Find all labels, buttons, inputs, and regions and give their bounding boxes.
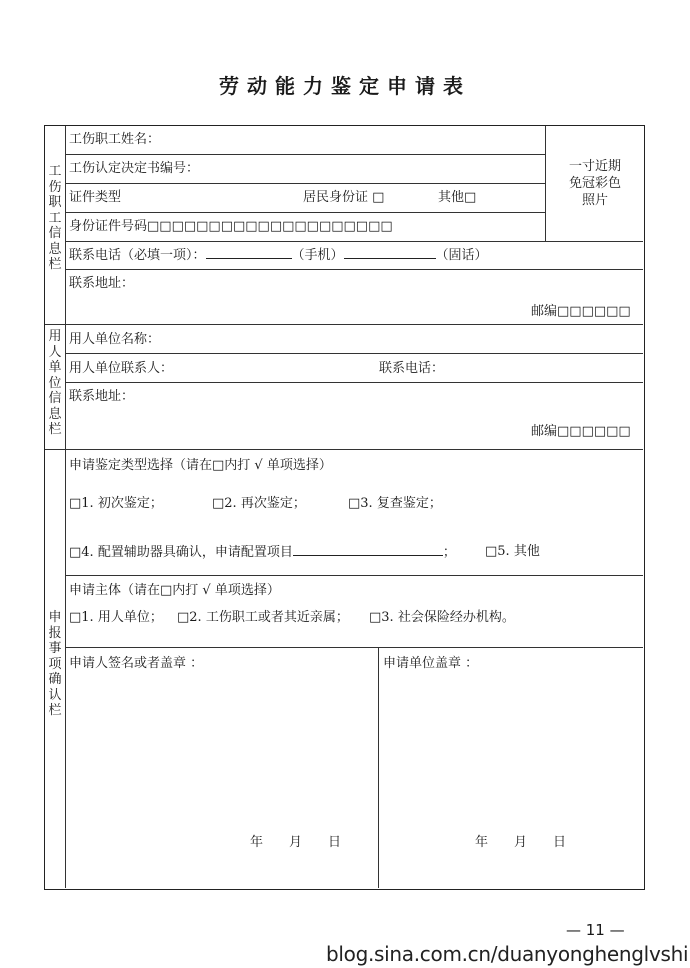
watermark: blog.sina.com.cn/duanyonghenglvshi	[326, 942, 689, 966]
form-frame	[44, 125, 645, 890]
assistive-device-row	[69, 544, 456, 561]
application-section-label: 申报事项确认栏	[48, 610, 62, 718]
assistive-device-checkbox[interactable]: □4. 配置辅助器具确认，申请配置项目	[69, 545, 293, 560]
worker-address-label: 联系地址：	[69, 276, 135, 291]
applicant-social-insurance-checkbox[interactable]: □3. 社会保险经办机构。	[369, 610, 515, 625]
other-type-checkbox[interactable]: □5. 其他	[485, 544, 540, 559]
phone-row	[69, 247, 488, 264]
second-assessment-checkbox[interactable]: □2. 再次鉴定；	[212, 496, 306, 511]
employer-address-label: 联系地址：	[69, 389, 135, 404]
employer-phone-label: 联系电话：	[379, 361, 445, 376]
row-line	[65, 269, 643, 270]
applicant-worker-checkbox[interactable]: □2. 工伤职工或者其近亲属；	[177, 610, 349, 625]
photo-box-divider	[545, 126, 546, 241]
form-title: 劳动能力鉴定申请表	[219, 74, 471, 98]
employer-section-label: 用人单位信息栏	[48, 329, 62, 437]
photo-text-line: 照片	[581, 193, 608, 208]
applicant-employer-checkbox[interactable]: □1. 用人单位；	[69, 610, 163, 625]
unit-seal-label: 申请单位盖章 ：	[383, 656, 479, 671]
applicant-date: 年 月 日	[250, 835, 342, 850]
mobile-input-line[interactable]	[206, 247, 292, 259]
photo-placeholder	[553, 158, 637, 209]
employer-contact-label: 用人单位联系人：	[69, 361, 174, 376]
row-line	[65, 647, 643, 648]
employer-postcode-field[interactable]: 邮编□□□□□□	[531, 424, 631, 439]
section-line	[45, 324, 643, 325]
mobile-label: （手机）	[291, 248, 344, 263]
option4-suffix: ；	[442, 545, 456, 560]
row-line	[65, 382, 643, 383]
row-line	[65, 183, 545, 184]
row-line	[65, 241, 643, 242]
worker-postcode-field[interactable]: 邮编□□□□□□	[531, 304, 631, 319]
applicant-heading: 申请主体（请在□内打 √ 单项选择）	[69, 583, 280, 598]
signature-divider	[378, 647, 379, 888]
row-line	[65, 212, 545, 213]
row-line	[65, 575, 643, 576]
unit-date: 年 月 日	[475, 835, 567, 850]
photo-text-line: 免冠彩色	[568, 176, 621, 191]
applicant-signature-label: 申请人签名或者盖章 ：	[69, 656, 204, 671]
row-line	[65, 154, 545, 155]
id-card-checkbox[interactable]: 居民身份证 □	[303, 190, 385, 205]
worker-name-label: 工伤职工姓名：	[69, 132, 161, 147]
photo-text-line: 一寸近期	[568, 159, 621, 174]
employer-name-label: 用人单位名称：	[69, 332, 161, 347]
initial-assessment-checkbox[interactable]: □1. 初次鉴定；	[69, 496, 163, 511]
application-type-heading: 申请鉴定类型选择（请在□内打 √ 单项选择）	[69, 458, 332, 473]
row-line	[65, 353, 643, 354]
id-type-label: 证件类型	[69, 190, 122, 205]
phone-label: 联系电话（必填一项）：	[69, 248, 206, 263]
landline-input-line[interactable]	[344, 247, 436, 259]
decision-number-label: 工伤认定决定书编号：	[69, 161, 200, 176]
other-id-checkbox[interactable]: 其他□	[438, 190, 477, 205]
section-line	[45, 449, 643, 450]
device-item-input-line[interactable]	[293, 544, 443, 556]
id-number-field[interactable]: 身份证件号码□□□□□□□□□□□□□□□□□□□□	[69, 219, 393, 234]
page-number: — 11 —	[566, 921, 625, 939]
worker-section-label: 工伤职工信息栏	[48, 164, 62, 272]
landline-label: （固话）	[435, 248, 488, 263]
review-assessment-checkbox[interactable]: □3. 复查鉴定；	[348, 496, 442, 511]
